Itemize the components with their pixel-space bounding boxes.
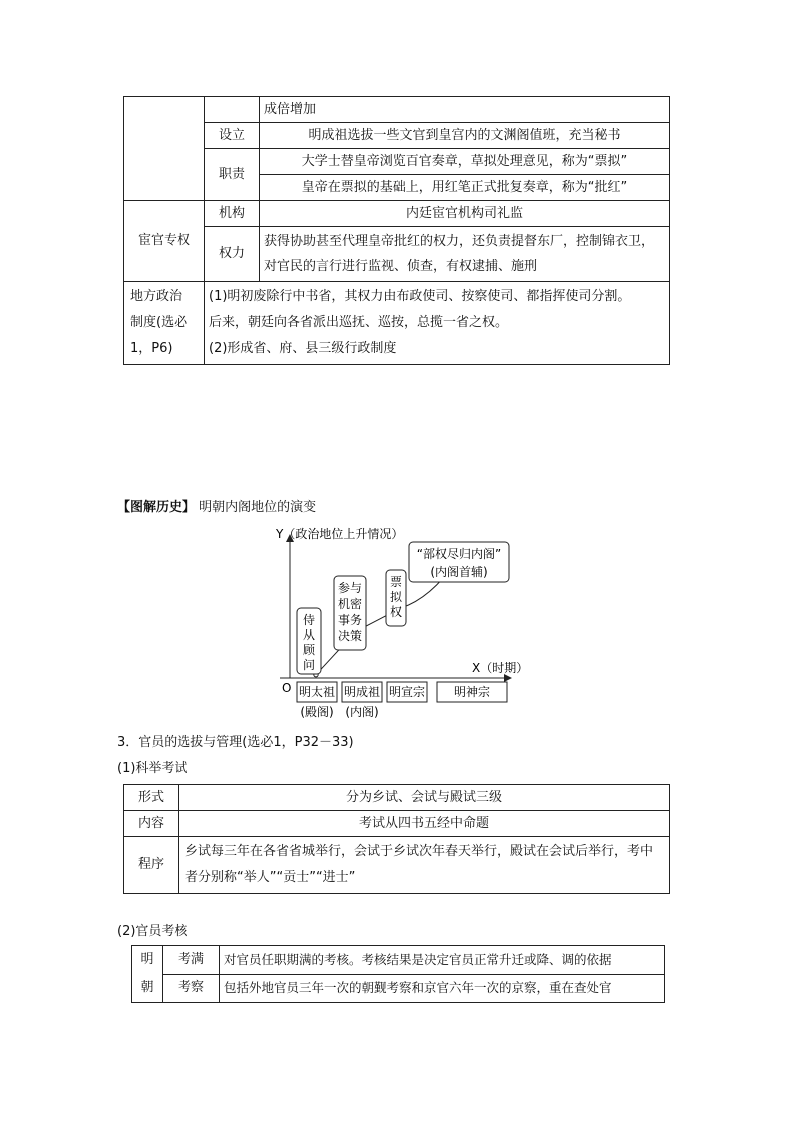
setup-label: 设立 [205,123,260,149]
eunuch-org-label: 机构 [205,201,260,227]
diagram-title: 明朝内阁地位的演变 [199,500,317,515]
diagram-heading [117,496,316,515]
local-politics-label [124,282,205,365]
cabinet-system-table [123,96,670,365]
diagram-tag: 【图解历史】 [117,500,196,515]
ming-dynasty-label [132,946,163,1003]
category-label: 明太祖 [298,685,336,699]
eunuch-power-text: 获得协助甚至代理皇帝批红的权力，还负责提督东厂，控制锦衣卫，对官民的言行进行监视、侦查，有权逮捕、施刑 [260,227,670,282]
section3-sub1: (1)科举考试 [117,761,188,776]
category-label: 明宣宗 [388,685,426,699]
local-label-line-2: 制度(选必 [130,315,188,330]
local-label-line-1: 地方政治 [130,289,183,304]
eunuch-org-text: 内廷宦官机构司礼监 [260,201,670,227]
form-label: 形式 [124,785,179,811]
eunuch-power-label: 权力 [205,227,260,282]
duty-text-2: 皇帝在票拟的基础上，用红笔正式批复奏章，称为“批红” [260,175,670,201]
section3-heading: 3．官员的选拔与管理(选必1，P32－33) [117,735,354,750]
origin-label: O [282,681,292,695]
section3-sub2: (2)官员考核 [117,924,188,939]
kaocha-text: 包括外地官员三年一次的朝觐考察和京官六年一次的京察，重在查处官 [220,974,665,1003]
duty-text-1: 大学士替皇帝浏览百官奏章，草拟处理意见，称为“票拟” [260,149,670,175]
category-note: (内阁) [345,705,379,719]
local-text-line-2: 后来，朝廷向各省派出巡抚、巡按，总揽一省之权。 [209,315,509,330]
ming-char-2: 朝 [140,980,154,995]
content-text: 考试从四书五经中命题 [179,811,670,837]
setup-text: 明成祖选拔一些文官到皇宫内的文渊阁值班，充当秘书 [260,123,670,149]
category-label: 明成祖 [343,685,381,699]
kaoman-text: 对官员任职期满的考核。考核结果是决定官员正常升迁或降、调的依据 [220,946,665,975]
local-politics-text [205,282,670,365]
annot-text-1: 侍从顾问 [302,613,316,672]
local-text-line-3: (2)形成省、府、县三级行政制度 [209,341,397,356]
increase-text: 成倍增加 [260,97,670,123]
local-text-line-1: (1)明初废除行中书省，其权力由布政使司、按察使司、都指挥使司分割。 [209,289,631,304]
x-axis-label: X（时期） [472,661,528,675]
y-axis-label: Y（政治地位上升情况） [276,527,404,541]
annot-text-4a: “部权尽归内阁” [416,547,502,561]
empty-cell [205,97,260,123]
annot-text-4b: (内阁首辅) [430,565,488,579]
cabinet-status-chart [266,522,528,722]
duty-label: 职责 [205,149,260,201]
proc-label: 程序 [124,837,179,894]
annot-text-3: 票拟权 [389,575,403,619]
kaohe-table [131,945,665,1003]
empty-cell [124,97,205,201]
content-label: 内容 [124,811,179,837]
annot-text-2: 参与机密事务决策 [337,581,363,643]
category-label: 明神宗 [453,685,491,699]
ming-char-1: 明 [140,952,154,967]
local-label-line-3: 1，P6) [130,341,173,356]
proc-text: 乡试每三年在各省省城举行，会试于乡试次年春天举行，殿试在会试后举行，考中者分别称“举人”“贡士”“进士” [179,837,670,894]
eunuch-label: 宦官专权 [124,201,205,282]
keju-table [123,784,670,894]
kaocha-label: 考察 [163,974,220,1003]
form-text: 分为乡试、会试与殿试三级 [179,785,670,811]
kaoman-label: 考满 [163,946,220,975]
category-note: (殿阁) [300,705,334,719]
